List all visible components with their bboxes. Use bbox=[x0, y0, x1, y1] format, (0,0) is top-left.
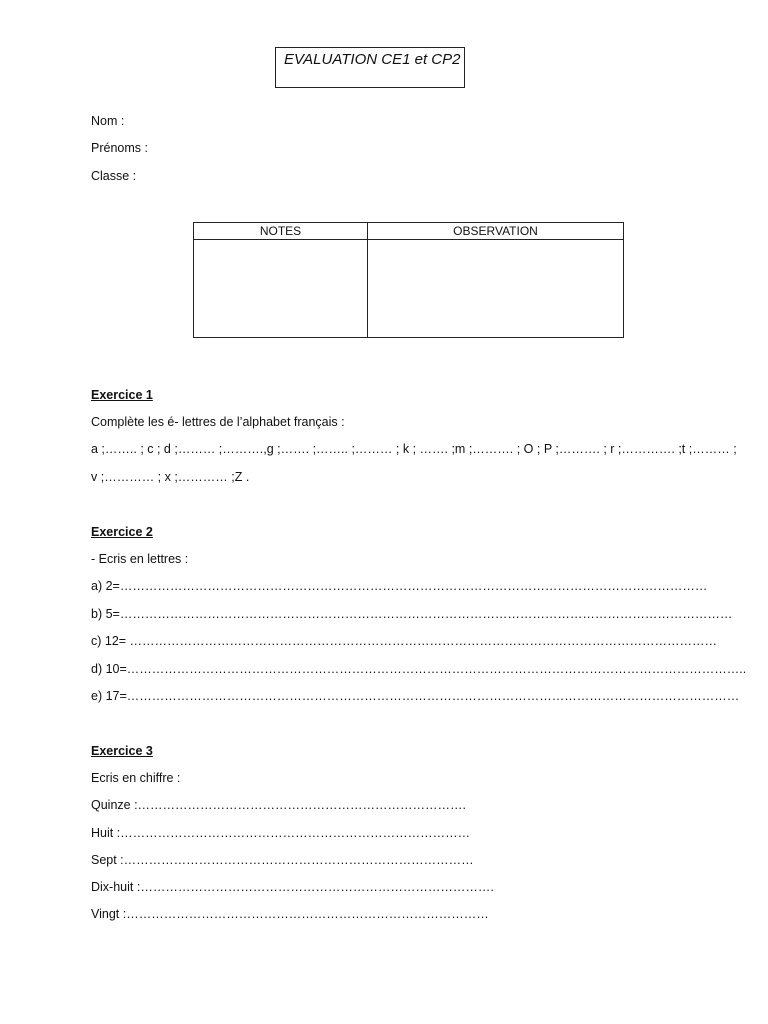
exercice2-heading: Exercice 2 bbox=[91, 525, 153, 539]
document-title: EVALUATION CE1 et CP2 bbox=[275, 47, 465, 88]
observation-header: OBSERVATION bbox=[368, 223, 624, 240]
exercice3-instruction: Ecris en chiffre : bbox=[91, 771, 181, 785]
exercice3-item: Dix-huit :…………………………………………………………………………. bbox=[91, 880, 494, 894]
exercice3-heading: Exercice 3 bbox=[91, 744, 153, 758]
exercice2-item: b) 5=………………………………………………………………………………………………………………………………… bbox=[91, 607, 733, 621]
exercice1-instruction: Complète les é- lettres de l’alphabet français : bbox=[91, 415, 345, 429]
exercice2-item: e) 17=………………………………………………………………………………………………………………………………… bbox=[91, 689, 740, 703]
exercice2-item: a) 2=…………………………………………………………………………………………………………………………… bbox=[91, 579, 708, 593]
exercice3-item: Huit :………………………………………………………………………… bbox=[91, 826, 471, 840]
grade-table bbox=[193, 222, 624, 338]
alphabet-line-1: a ;…….. ; c ; d ;……… ;……….,g ;……. ;…….. ;……… ; k ; ……. ;m ;………. ; O ; P ;………. ; r ;…………. ;t ;……… ; bbox=[91, 442, 737, 456]
notes-cell bbox=[194, 240, 368, 338]
alphabet-line-2: v ;………… ; x ;………… ;Z . bbox=[91, 470, 250, 484]
exercice2-item: c) 12= …………………………………………………………………………………………………………………………… bbox=[91, 634, 718, 648]
exercice1-heading: Exercice 1 bbox=[91, 388, 153, 402]
nom-label: Nom : bbox=[91, 114, 125, 128]
classe-label: Classe : bbox=[91, 169, 137, 183]
prenoms-label: Prénoms : bbox=[91, 141, 148, 155]
exercice3-item: Vingt :…………………………………………………………………………… bbox=[91, 907, 489, 921]
exercice3-item: Sept :………………………………………………………………………… bbox=[91, 853, 474, 867]
notes-header: NOTES bbox=[194, 223, 368, 240]
exercice2-item: d) 10=………………………………………………………………………………………………………………………………….. bbox=[91, 662, 747, 676]
exercice3-item: Quinze :……………………………………………………………………. bbox=[91, 798, 467, 812]
exercice2-instruction: - Ecris en lettres : bbox=[91, 552, 189, 566]
observation-cell bbox=[368, 240, 624, 338]
